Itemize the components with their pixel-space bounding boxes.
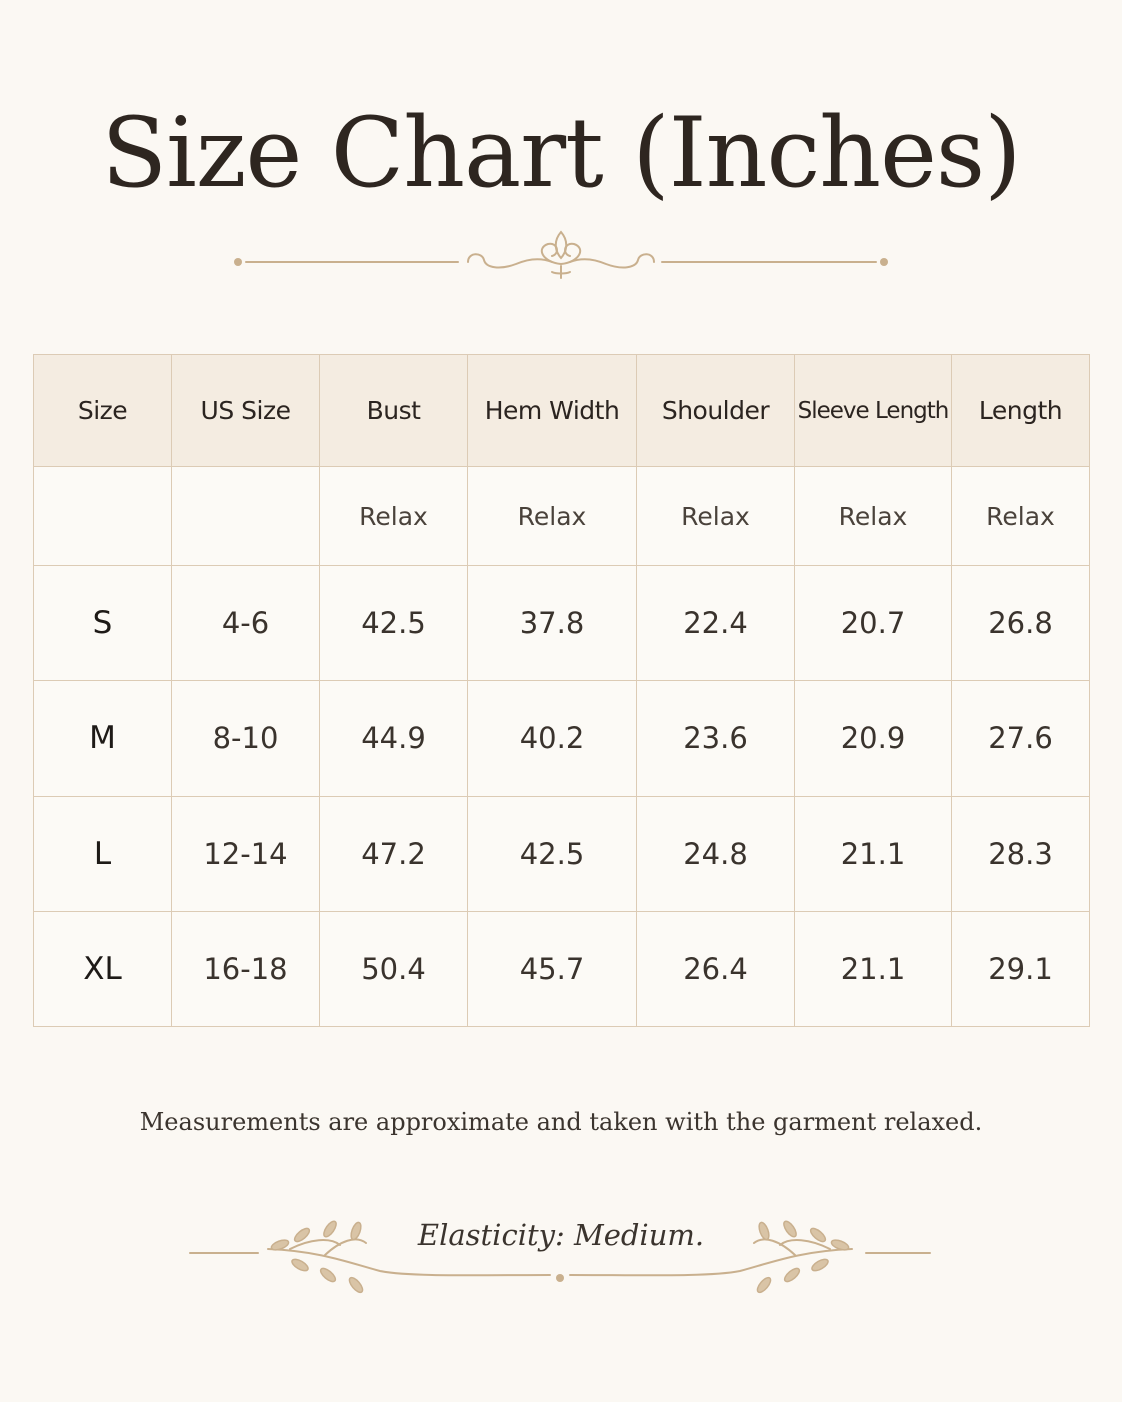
table-cell: 26.4 <box>637 911 795 1026</box>
table-row <box>34 796 1090 911</box>
table-cell: 21.1 <box>795 911 952 1026</box>
table-cell: 21.1 <box>795 796 952 911</box>
table-row <box>34 911 1090 1026</box>
table-cell: 42.5 <box>320 566 468 681</box>
table-cell: 20.9 <box>795 681 952 796</box>
fit-label: Relax <box>468 467 637 566</box>
column-header-sleeve-length: Sleeve Length <box>795 355 952 467</box>
fit-label: Relax <box>637 467 795 566</box>
column-header-size: Size <box>34 355 172 467</box>
column-header-length: Length <box>952 355 1090 467</box>
fit-label: Relax <box>320 467 468 566</box>
table-cell: 27.6 <box>952 681 1090 796</box>
table-cell: 23.6 <box>637 681 795 796</box>
size-label: L <box>34 796 172 911</box>
table-cell: 44.9 <box>320 681 468 796</box>
table-cell <box>34 467 172 566</box>
page-title: Size Chart (Inches) <box>101 97 1021 209</box>
column-header-hem-width: Hem Width <box>468 355 637 467</box>
table-cell: 22.4 <box>637 566 795 681</box>
table-cell: 24.8 <box>637 796 795 911</box>
table-cell: 8-10 <box>172 681 320 796</box>
size-label: S <box>34 566 172 681</box>
fit-subheader-row <box>34 467 1090 566</box>
table-header-row <box>34 355 1090 467</box>
table-cell: 50.4 <box>320 911 468 1026</box>
table-cell: 12-14 <box>172 796 320 911</box>
table-cell: 4-6 <box>172 566 320 681</box>
table-cell: 29.1 <box>952 911 1090 1026</box>
column-header-bust: Bust <box>320 355 468 467</box>
table-cell: 16-18 <box>172 911 320 1026</box>
column-header-shoulder: Shoulder <box>637 355 795 467</box>
size-label: M <box>34 681 172 796</box>
table-cell: 28.3 <box>952 796 1090 911</box>
table-cell <box>172 467 320 566</box>
fit-label: Relax <box>952 467 1090 566</box>
flourish-divider-icon <box>230 222 892 302</box>
table-cell: 45.7 <box>468 911 637 1026</box>
measurement-note: Measurements are approximate and taken with the garment relaxed. <box>139 1108 983 1136</box>
column-header-us-size: US Size <box>172 355 320 467</box>
elasticity-note: Elasticity: Medium. <box>417 1218 705 1252</box>
fit-label: Relax <box>795 467 952 566</box>
size-label: XL <box>34 911 172 1026</box>
table-cell: 47.2 <box>320 796 468 911</box>
size-chart-table <box>33 354 1090 1027</box>
table-cell: 37.8 <box>468 566 637 681</box>
table-cell: 20.7 <box>795 566 952 681</box>
table-cell: 42.5 <box>468 796 637 911</box>
table-cell: 40.2 <box>468 681 637 796</box>
table-cell: 26.8 <box>952 566 1090 681</box>
table-row <box>34 681 1090 796</box>
table-row <box>34 566 1090 681</box>
